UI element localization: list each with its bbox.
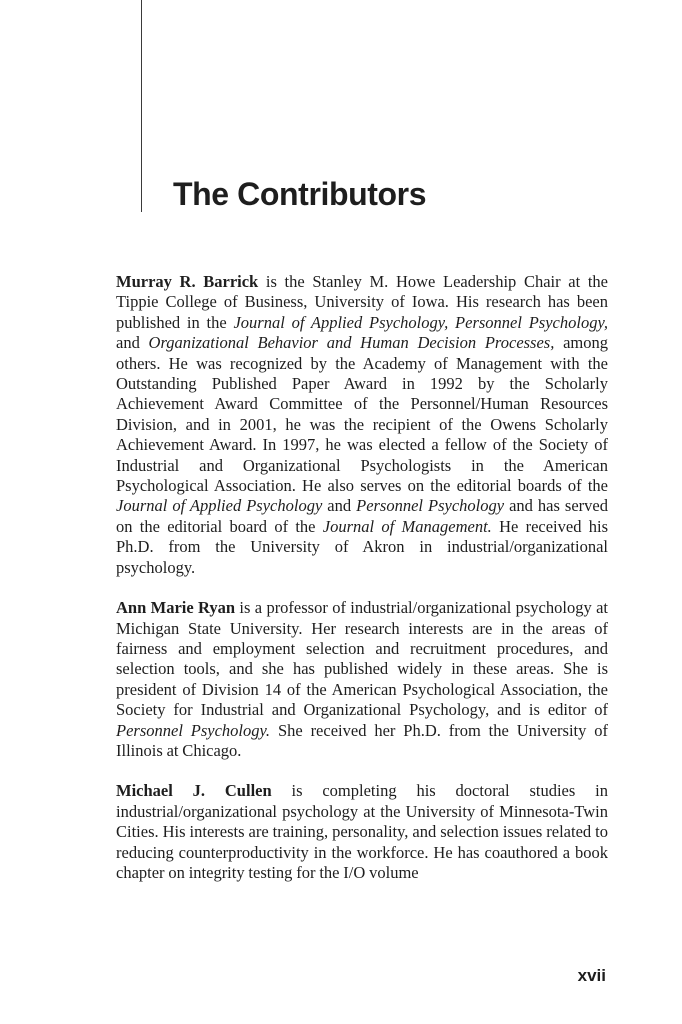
contributor-name: Ann Marie Ryan (116, 598, 236, 618)
journal-title: Organizational Behavior and Human Decision Processes, (148, 333, 555, 353)
bio-paragraph (116, 598, 608, 761)
contributor-bios (116, 272, 608, 903)
bio-text: among others. He was recognized by the Academy of Management with the Outstanding Published Paper Award in 1992 by the Scholarly Achievement Award Committee of the Personnel/Human Resources Division, and in 2001, he was the recipient of the Owens Scholarly Achievement Award. In 1997, he was elected a fellow of the Society of Industrial and Organizational Psychologists in the American Psychological Association. He also serves on the editorial boards of the (116, 333, 608, 496)
journal-title: Personnel Psychology. (116, 720, 271, 740)
contributor-name: Murray R. Barrick (116, 272, 259, 291)
bio-text: and (116, 333, 149, 353)
contributor-name: Michael J. Cullen (116, 781, 272, 801)
bio-text: is a professor of industrial/organizational psychology at Michigan State University. Her research interests are in the areas of fairness and employment selection and recruitment procedures, and selection tools, and she has published widely in these areas. She is president of Division 14 of the American Psychological Association, the Society for Industrial and Organizational Psychology, and is editor of (116, 598, 608, 720)
bio-text: and has served on the editorial board of the (116, 496, 608, 536)
bio-paragraph (116, 272, 608, 578)
journal-title: Journal of Applied Psychology (116, 496, 323, 516)
journal-title: Journal of Applied Psychology, Personnel Psychology, (233, 312, 608, 332)
bio-paragraph (116, 781, 608, 883)
bio-text: is completing his doctoral studies in industrial/organizational psychology at the University of Minnesota-Twin Cities. His interests are training, personality, and selection issues related to reducing counterproductivity in the workforce. He has coauthored a book chapter on integrity testing for the I/O volume (116, 781, 608, 882)
bio-text: He received his Ph.D. from the University of Akron in industrial/organizational psychology. (116, 516, 609, 577)
vertical-rule (141, 0, 142, 212)
journal-title: Personnel Psychology (356, 496, 505, 516)
page-number: xvii (577, 966, 606, 985)
bio-text: She received her Ph.D. from the University of Illinois at Chicago. (116, 720, 608, 760)
page-title: The Contributors (173, 176, 427, 212)
journal-title: Journal of Management. (322, 516, 492, 536)
bio-text: is the Stanley M. Howe Leadership Chair at the Tippie College of Business, University of Iowa. His research has been published in the (116, 272, 608, 332)
bio-text: and (322, 496, 357, 516)
